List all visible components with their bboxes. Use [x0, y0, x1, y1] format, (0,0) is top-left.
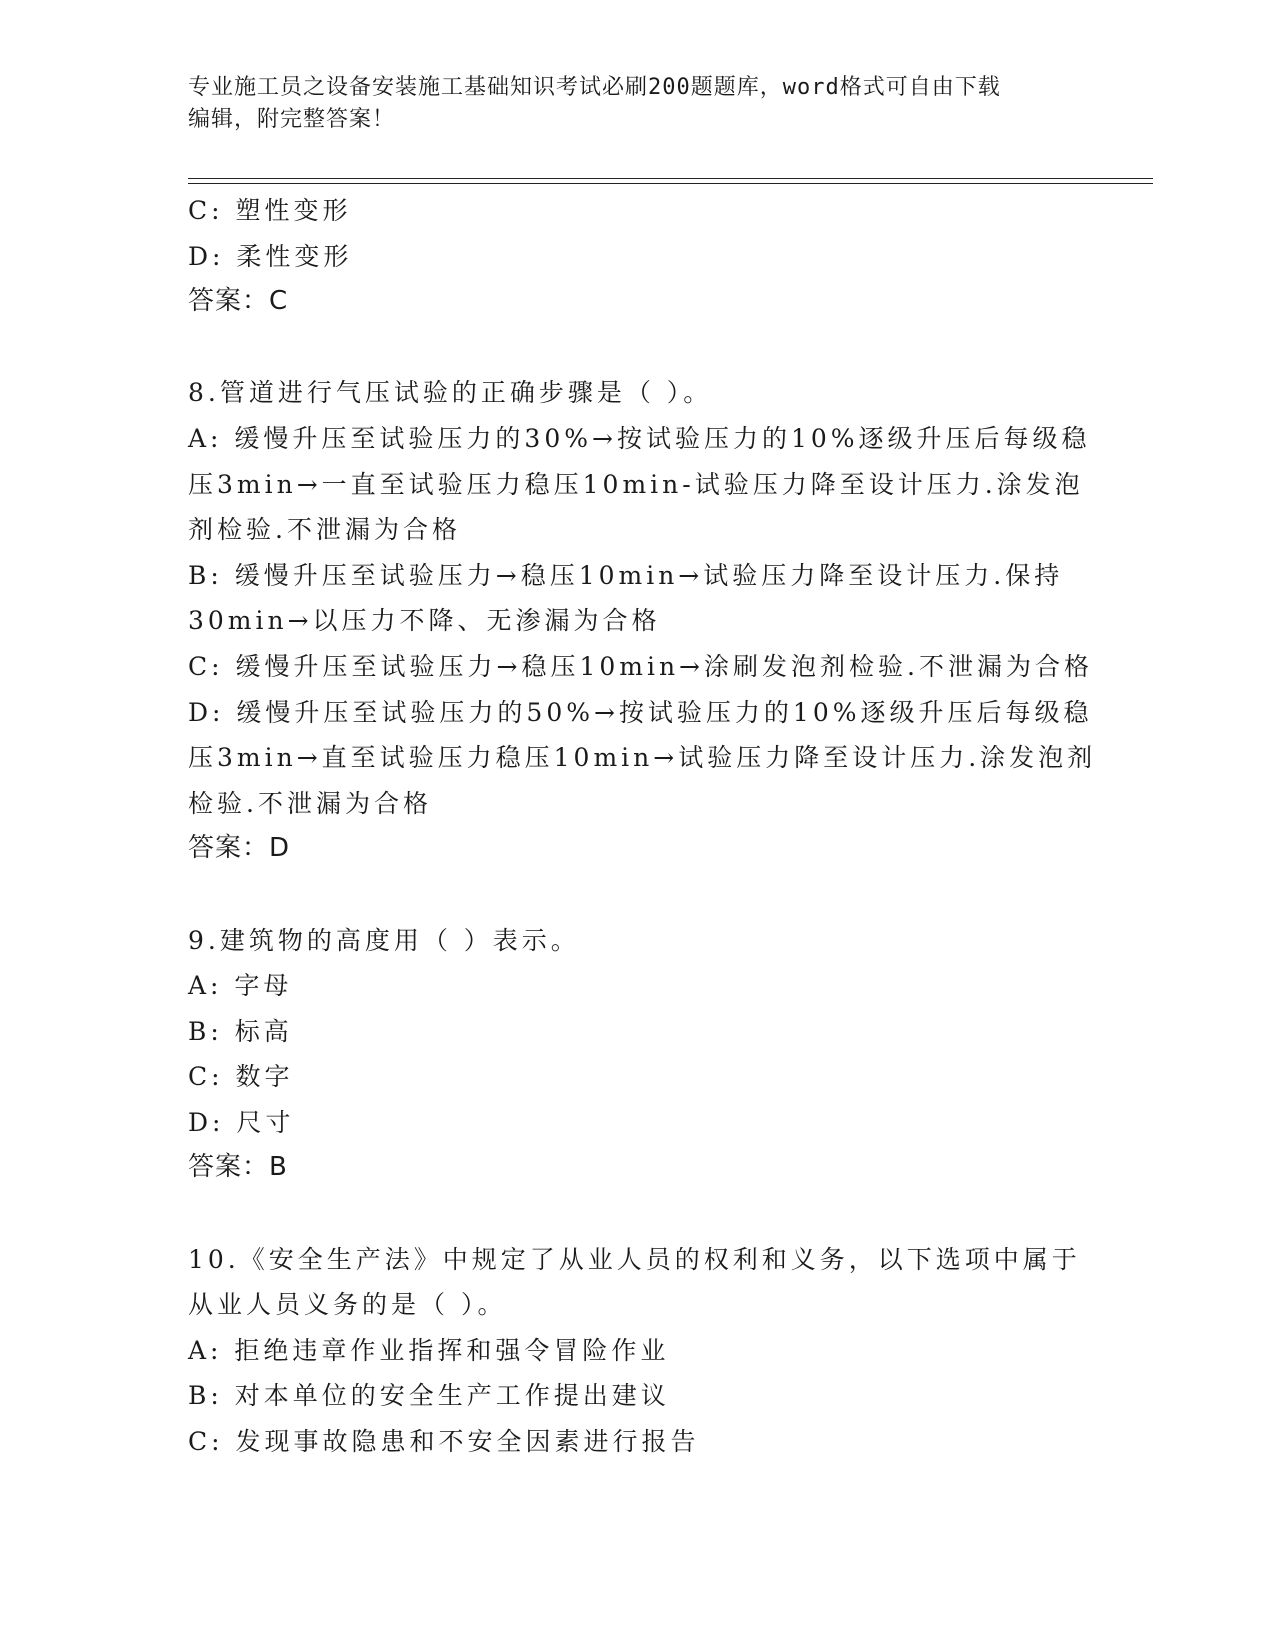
- q10-question-line-2: 从业人员义务的是（ ）。: [188, 1290, 507, 1320]
- q7-option-d: D: 柔性变形: [188, 241, 353, 271]
- q8-option-b-line-1: B: 缓慢升压至试验压力→稳压10min→试验压力降至设计压力.保持: [188, 560, 1064, 590]
- q10-option-b: B: 对本单位的安全生产工作提出建议: [188, 1381, 670, 1411]
- q9-option-c: C: 数字: [188, 1062, 294, 1092]
- question-7-tail: [188, 188, 1088, 325]
- q9-answer: 答案：B: [188, 1152, 288, 1183]
- q8-option-d-line-3: 检验.不泄漏为合格: [188, 788, 432, 818]
- header-line-2: 编辑，附完整答案！: [188, 107, 396, 132]
- document-header: [188, 72, 1088, 136]
- header-divider: [188, 178, 1153, 184]
- q10-option-a: A: 拒绝违章作业指挥和强令冒险作业: [188, 1335, 670, 1365]
- q8-option-d-line-1: D: 缓慢升压至试验压力的50%→按试验压力的10%逐级升压后每级稳: [188, 697, 1093, 727]
- q8-option-a-line-2: 压3min→一直至试验压力稳压10min-试验压力降至设计压力.涂发泡: [188, 469, 1084, 499]
- q8-option-d-line-2: 压3min→直至试验压力稳压10min→试验压力降至设计压力.涂发泡剂: [188, 743, 1097, 773]
- header-line-1: 专业施工员之设备安装施工基础知识考试必刷200题题库，word格式可自由下载: [188, 75, 1001, 100]
- q7-answer: 答案：C: [188, 286, 289, 317]
- q8-question: 8.管道进行气压试验的正确步骤是（ ）。: [188, 378, 713, 408]
- q8-option-c-line-1: C: 缓慢升压至试验压力→稳压10min→涂刷发泡剂检验.不泄漏为合格: [188, 651, 1093, 681]
- q8-option-a-line-3: 剂检验.不泄漏为合格: [188, 515, 461, 545]
- q8-option-b-line-2: 30min→以压力不降、无渗漏为合格: [188, 606, 661, 636]
- spacer: [188, 1191, 1088, 1237]
- q7-option-c: C: 塑性变形: [188, 196, 352, 225]
- spacer: [188, 325, 1088, 371]
- q10-question-line-1: 10.《安全生产法》中规定了从业人员的权利和义务，以下选项中属于: [188, 1244, 1081, 1274]
- q10-option-c: C: 发现事故隐患和不安全因素进行报告: [188, 1427, 700, 1457]
- document-body: [188, 188, 1097, 1465]
- question-10: [188, 1237, 1088, 1465]
- q8-option-a-line-1: A: 缓慢升压至试验压力的30%→按试验压力的10%逐级升压后每级稳: [188, 423, 1091, 453]
- spacer: [188, 872, 1088, 918]
- q9-option-d: D: 尺寸: [188, 1107, 295, 1137]
- question-9: [188, 918, 1088, 1192]
- q9-option-b: B: 标高: [188, 1016, 293, 1046]
- q8-answer: 答案：D: [188, 833, 291, 864]
- q9-question: 9.建筑物的高度用（ ）表示。: [188, 925, 580, 955]
- question-8: [188, 370, 1097, 872]
- q9-option-a: A: 字母: [188, 971, 293, 1001]
